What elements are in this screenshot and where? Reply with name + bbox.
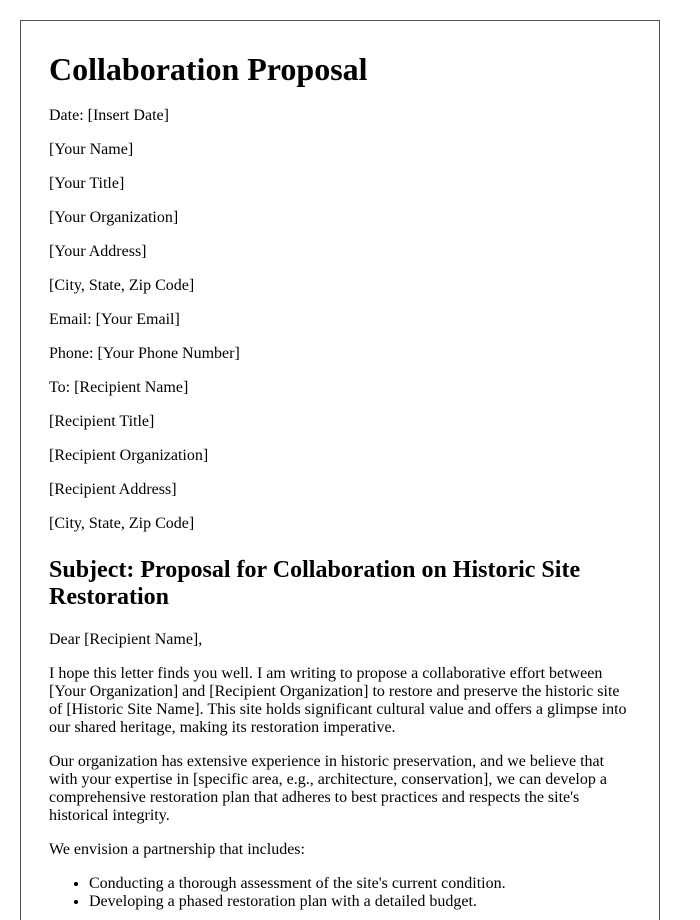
- letter-page: [20, 20, 660, 920]
- sender-address: [Your Address]: [49, 243, 147, 260]
- page-title: Collaboration Proposal: [49, 51, 368, 87]
- sender-phone: Phone: [Your Phone Number]: [49, 345, 240, 362]
- intro-paragraph: I hope this letter finds you well. I am writing to propose a collaborative effort between [Your Organization] and [Recipient Organization] to restore and preserve the historic site of [Historic Site Name]. This site holds significant cultural value and offers a glimpse into our shared heritage, making its restoration imperative.: [49, 665, 627, 736]
- address-block: [49, 107, 631, 533]
- subject-heading: Subject: Proposal for Collaboration on Historic Site Restoration: [49, 557, 581, 610]
- recipient-organization: [Recipient Organization]: [49, 447, 209, 464]
- sender-organization: [Your Organization]: [49, 209, 179, 226]
- sender-city-state-zip: [City, State, Zip Code]: [49, 277, 195, 294]
- recipient-address: [Recipient Address]: [49, 481, 177, 498]
- sender-email: Email: [Your Email]: [49, 311, 180, 328]
- recipient-title: [Recipient Title]: [49, 413, 155, 430]
- list-item: • Developing a phased restoration plan with a detailed budget.: [89, 893, 631, 911]
- recipient-name: To: [Recipient Name]: [49, 379, 189, 396]
- sender-title: [Your Title]: [49, 175, 125, 192]
- recipient-city-state-zip: [City, State, Zip Code]: [49, 515, 195, 532]
- sender-name: [Your Name]: [49, 141, 134, 158]
- partnership-intro: We envision a partnership that includes:: [49, 841, 305, 858]
- experience-paragraph: Our organization has extensive experience in historic preservation, and we believe that with your expertise in [specific area, e.g., architecture, conservation], we can develop a comprehensive restoration plan that adheres to best practices and respects the site's historical integrity.: [49, 753, 607, 824]
- date-line: Date: [Insert Date]: [49, 107, 169, 124]
- partnership-list: [49, 875, 631, 911]
- salutation: Dear [Recipient Name],: [49, 631, 203, 648]
- list-item: • Conducting a thorough assessment of the site's current condition.: [89, 875, 631, 893]
